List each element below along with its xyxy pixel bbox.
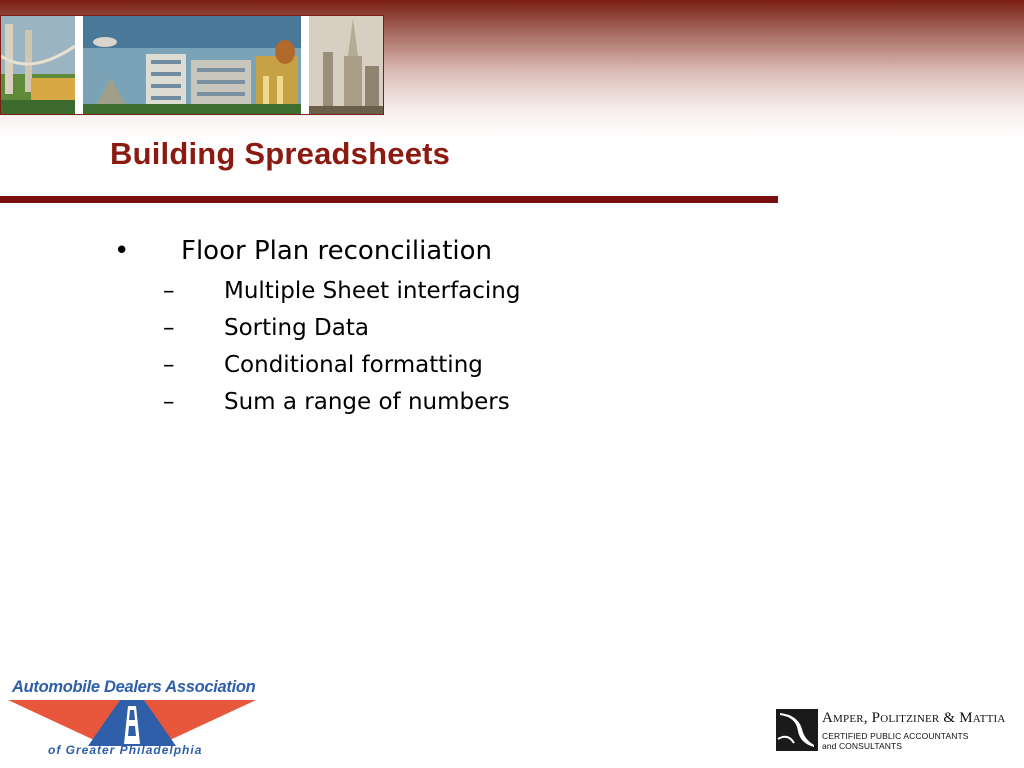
bullet-marker: • <box>114 236 130 266</box>
bullet-marker: – <box>163 389 175 415</box>
ada-logo-subtitle: of Greater Philadelphia <box>48 743 203 757</box>
ada-logo-name: Automobile Dealers Association <box>12 678 256 696</box>
sub-bullet-item <box>0 315 900 351</box>
apm-logo-tagline-1: CERTIFIED PUBLIC ACCOUNTANTS <box>822 731 969 741</box>
bullet-text: Floor Plan reconciliation <box>181 236 493 266</box>
bullet-text: Sum a range of numbers <box>224 389 510 415</box>
sub-bullet-item <box>0 389 900 425</box>
bullet-item <box>0 236 900 272</box>
bullet-text: Multiple Sheet interfacing <box>224 278 521 304</box>
ada-logo <box>8 676 256 760</box>
bullet-marker: – <box>163 315 175 341</box>
apm-logo-tagline-2: and CONSULTANTS <box>822 741 903 751</box>
bullet-text: Conditional formatting <box>224 352 483 378</box>
bullet-marker: – <box>163 352 175 378</box>
title-divider <box>0 196 778 203</box>
apm-emblem-icon <box>776 709 818 751</box>
apm-logo-name: Amper, Politziner & Mattia <box>822 710 1006 726</box>
slide-title: Building Spreadsheets <box>110 136 451 171</box>
sub-bullet-item <box>0 352 900 388</box>
bullet-marker: – <box>163 278 175 304</box>
header-city-painting <box>0 15 384 115</box>
apm-logo <box>776 708 1016 754</box>
bullet-text: Sorting Data <box>224 315 369 341</box>
sub-bullet-item <box>0 278 900 314</box>
